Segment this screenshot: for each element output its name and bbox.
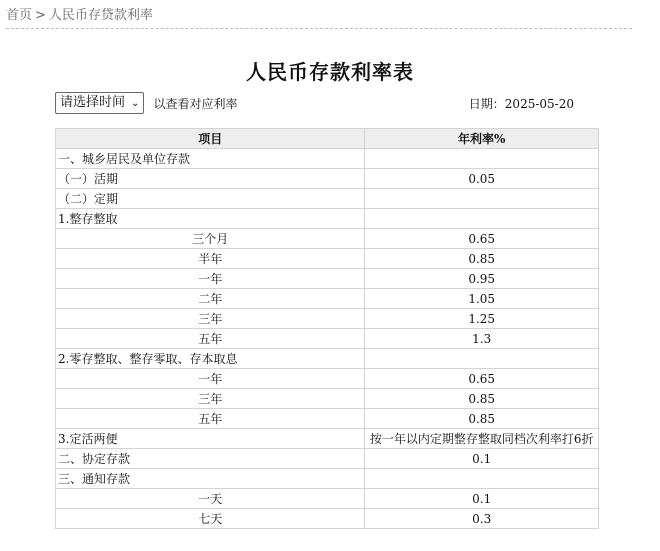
time-select[interactable] [55,92,144,114]
row-rate: 0.85 [365,409,599,429]
row-rate: 按一年以内定期整存整取同档次利率打6折 [365,429,599,449]
table-row [56,289,599,309]
row-item: 一年 [56,369,365,389]
table-row [56,249,599,269]
breadcrumb [6,6,632,29]
row-item: 2.零存整取、整存零取、存本取息 [56,349,365,369]
row-item: 一、城乡居民及单位存款 [56,149,365,169]
time-select-hint: 以查看对应利率 [153,96,238,111]
page-title: 人民币存款利率表 [246,60,414,84]
row-rate [365,469,599,489]
table-row [56,309,599,329]
row-item: （一）活期 [56,169,365,189]
table-row [56,469,599,489]
table-header-row [56,129,599,149]
table-row [56,349,599,369]
time-select-value: 请选择时间 [60,95,126,110]
breadcrumb-home-link[interactable]: 首页 [6,8,33,23]
table-row [56,369,599,389]
row-item: 一年 [56,269,365,289]
row-rate: 0.65 [365,369,599,389]
row-rate: 0.05 [365,169,599,189]
table-row [56,169,599,189]
row-rate: 0.85 [365,249,599,269]
date-label: 日期：2025-05-20 [468,97,574,111]
row-rate: 0.1 [365,489,599,509]
table-body [56,149,599,529]
row-rate [365,189,599,209]
table-row [56,269,599,289]
table-row [56,229,599,249]
row-item: 二年 [56,289,365,309]
table-row [56,429,599,449]
row-rate: 0.1 [365,449,599,469]
row-item: 半年 [56,249,365,269]
row-rate [365,209,599,229]
row-item: 五年 [56,409,365,429]
breadcrumb-current[interactable]: 人民币存贷款利率 [48,8,153,23]
table-row [56,149,599,169]
toolbar [55,92,600,114]
table-row [56,389,599,409]
row-item: 七天 [56,509,365,529]
row-item: （二）定期 [56,189,365,209]
row-rate: 0.95 [365,269,599,289]
row-rate: 0.85 [365,389,599,409]
chevron-down-icon: ⌄ [131,98,140,109]
header-item: 项目 [56,129,365,149]
row-item: 一天 [56,489,365,509]
row-rate: 1.05 [365,289,599,309]
row-item: 三年 [56,389,365,409]
table-row [56,449,599,469]
row-rate: 0.3 [365,509,599,529]
row-rate: 0.65 [365,229,599,249]
row-item: 五年 [56,329,365,349]
breadcrumb-separator: > [35,8,46,23]
table-row [56,409,599,429]
table-row [56,489,599,509]
table-row [56,509,599,529]
table-row [56,209,599,229]
row-item: 三个月 [56,229,365,249]
row-rate [365,149,599,169]
interest-rate-table [55,128,599,529]
row-item: 1.整存整取 [56,209,365,229]
row-rate: 1.3 [365,329,599,349]
row-item: 3.定活两便 [56,429,365,449]
row-item: 三年 [56,309,365,329]
table-row [56,329,599,349]
row-rate [365,349,599,369]
row-rate: 1.25 [365,309,599,329]
header-rate: 年利率% [365,129,599,149]
table-row [56,189,599,209]
row-item: 三、通知存款 [56,469,365,489]
row-item: 二、协定存款 [56,449,365,469]
